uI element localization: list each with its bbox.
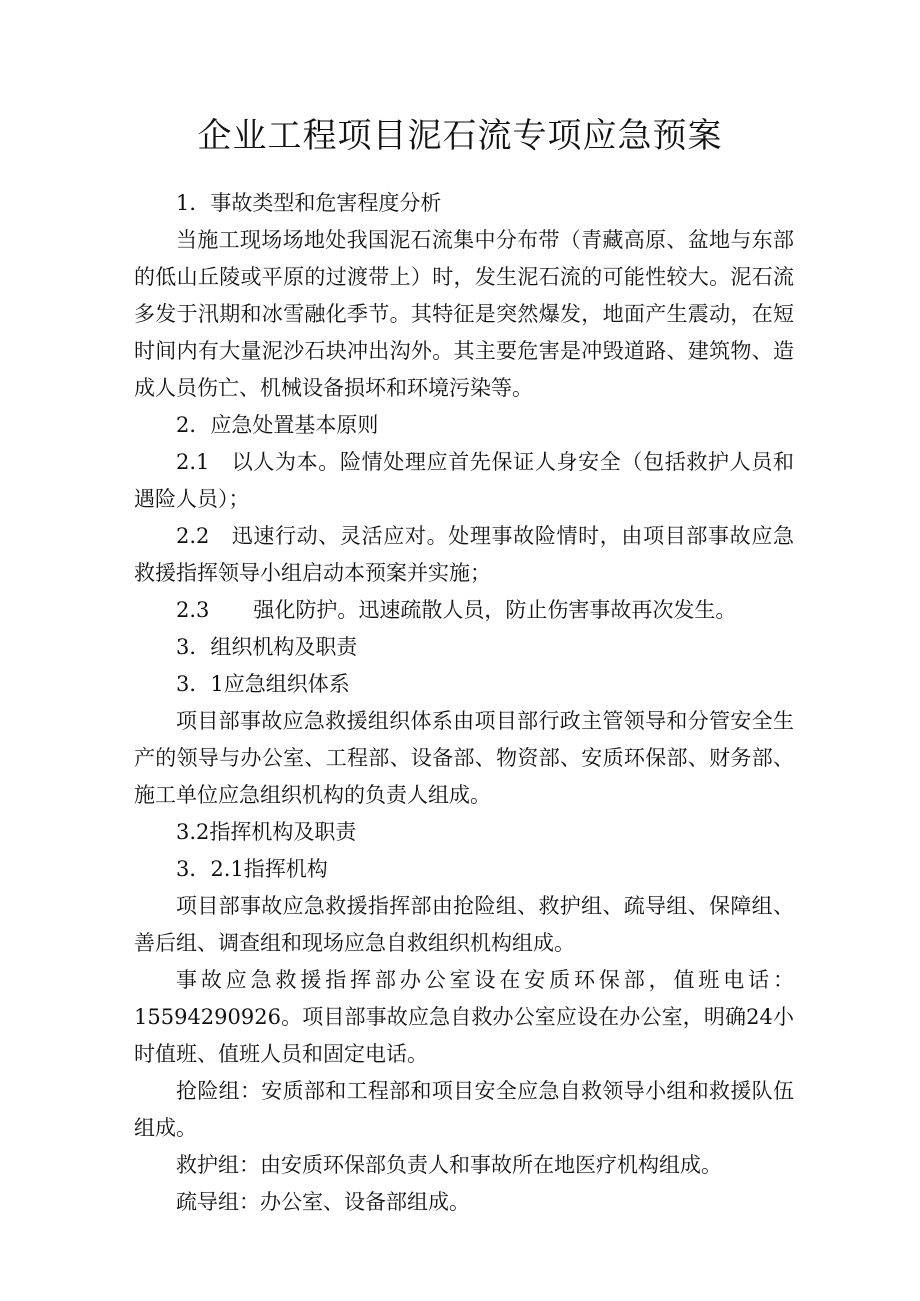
section-heading: 1．事故类型和危害程度分析	[176, 191, 442, 215]
paragraph: 当施工现场场地处我国泥石流集中分布带（青藏高原、盆地与东部的低山丘陵或平原的过渡带上）时，发生泥石流的可能性较大。泥石流多发于汛期和冰雪融化季节。其特征是突然爆发，地面产生震动，在短时间内有大量泥沙石块冲出沟外。其主要危害是冲毁道路、建筑物、造成人员伤亡、机械设备损坏和环境污染等。	[134, 228, 794, 400]
paragraph: 项目部事故应急救援组织体系由项目部行政主管领导和分管安全生产的领导与办公室、工程部、设备部、物资部、安质环保部、财务部、施工单位应急组织机构的负责人组成。	[134, 709, 794, 807]
paragraph: 抢险组：安质部和工程部和项目安全应急自救领导小组和救援队伍组成。	[134, 1079, 794, 1140]
paragraph: 事故应急救援指挥部办公室设在安质环保部，值班电话：15594290926。项目部事故应急自救办公室应设在办公室，明确24小时值班、值班人员和固定电话。	[134, 968, 794, 1066]
paragraph: 救护组：由安质环保部负责人和事故所在地医疗机构组成。	[176, 1153, 722, 1177]
paragraph: 2.1 以人为本。险情处理应首先保证人身安全（包括救护人员和遇险人员）；	[134, 450, 794, 511]
clause-text: 强化防护。迅速疏散人员，防止伤害事故再次发生。	[253, 598, 737, 622]
paragraph	[134, 592, 794, 629]
clause-number: 2.3	[176, 598, 210, 622]
section-heading: 2．应急处置基本原则	[176, 413, 379, 437]
subsection-heading: 3．2.1指挥机构	[176, 857, 328, 881]
subsection-heading: 3.2指挥机构及职责	[176, 820, 357, 844]
subsection-heading: 3．1应急组织体系	[176, 672, 350, 696]
paragraph: 项目部事故应急救援指挥部由抢险组、救护组、疏导组、保障组、善后组、调查组和现场应急自救组织机构组成。	[134, 894, 794, 955]
paragraph: 疏导组：办公室、设备部组成。	[176, 1190, 470, 1214]
section-heading: 3．组织机构及职责	[176, 635, 358, 659]
document-body	[134, 185, 794, 1221]
document-title: 企业工程项目泥石流专项应急预案	[197, 116, 723, 156]
paragraph: 2.2 迅速行动、灵活应对。处理事故险情时，由项目部事故应急救援指挥领导小组启动本预案并实施；	[134, 524, 794, 585]
